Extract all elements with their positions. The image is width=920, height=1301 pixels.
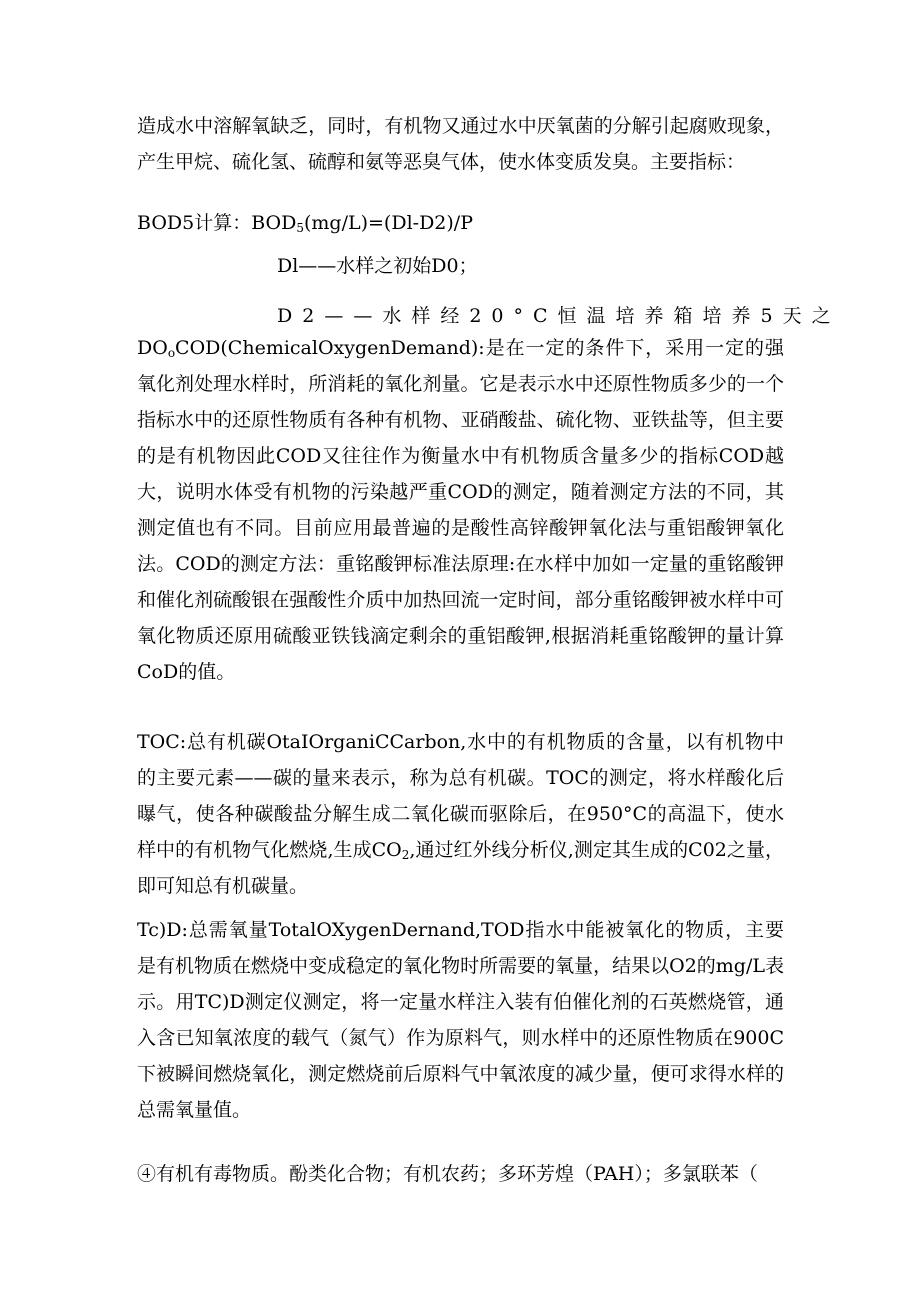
cod-do-label: DO (137, 337, 168, 359)
paragraph-toxic: ④有机有毒物质。酚类化合物；有机农药；多环芳煌（PAH）；多氯联苯（ (137, 1163, 758, 1185)
bod5-equation: (mg/L)=(Dl-D2)/P (303, 212, 473, 234)
toc-co2-subscript: 2 (401, 848, 410, 862)
d2-definition: D2——水样经20°C恒温培养箱培养5天之 (277, 305, 841, 327)
bod5-subscript: 5 (296, 221, 304, 235)
bod5-formula (137, 211, 473, 235)
cod-text: COD(ChemicalOxygenDemand):是在一定的条件下，采用一定的强氧化剂处理水样时，所消耗的氧化剂量。它是表示水中还原性物质多少的一个指标水中的还原性物质有各种有机物、亚硝酸盐、硫化物、亚铁盐等，但主要的是有机物因此COD又往往作为衡量水中有机物质含量多少的指标COD越大，说明水体受有机物的污染越严重COD的测定，随着测定方法的不同，其测定值也有不同。目前应用最普遍的是酸性高锌酸钾氧化法与重铝酸钾氧化法。COD的测定方法：重铭酸钾标准法原理:在水样中加如一定量的重铭酸钾和催化剂硫酸银在强酸性介质中加热回流一定时间，部分重铭酸钾被水样中可氧化物质还原用硫酸亚铁钱滴定剩余的重铝酸钾,根据消耗重铭酸钾的量计算CoD的值。 (137, 337, 784, 683)
paragraph-cod (137, 330, 784, 690)
paragraph-toc (137, 724, 784, 904)
paragraph-intro: 造成水中溶解氧缺乏，同时，有机物又通过水中厌氧菌的分解引起腐败现象，产生甲烷、硫化氢、硫醇和氨等恶臭气体，使水体变质发臭。主要指标： (137, 115, 784, 173)
cod-do-subscript: o (167, 346, 176, 360)
d1-definition: Dl——水样之初始D0； (277, 255, 478, 277)
toc-text-b: ,通过红外线分析仪,测定其生成的C02之量，即可知总有机碳量。 (137, 839, 785, 897)
paragraph-tod: Tc)D:总需氧量TotalOXygenDernand,TOD指水中能被氧化的物质，主要是有机物质在燃烧中变成稳定的氧化物时所需要的氧量，结果以O2的mg/L表示。用TC)D测定仪测定，将一定量水样注入装有伯催化剂的石英燃烧管，通入含已知氧浓度的载气（氮气）作为原料气，则水样中的还原性物质在900C下被瞬间燃烧氧化，测定燃烧前后原料气中氧浓度的减少量，便可求得水样的总需氧量值。 (137, 919, 784, 1121)
toc-text-a: TOC:总有机碳OtaIOrganiCCarbon,水中的有机物质的含量，以有机物中的主要元素——碳的量来表示，称为总有机碳。TOC的测定，将水样酸化后曝气，使各种碳酸盐分解生成二氧化碳而驱除后，在950°C的高温下，使水样中的有机物气化燃烧,生成CO (137, 731, 784, 861)
bod5-label: BOD5计算：BOD (137, 212, 297, 234)
